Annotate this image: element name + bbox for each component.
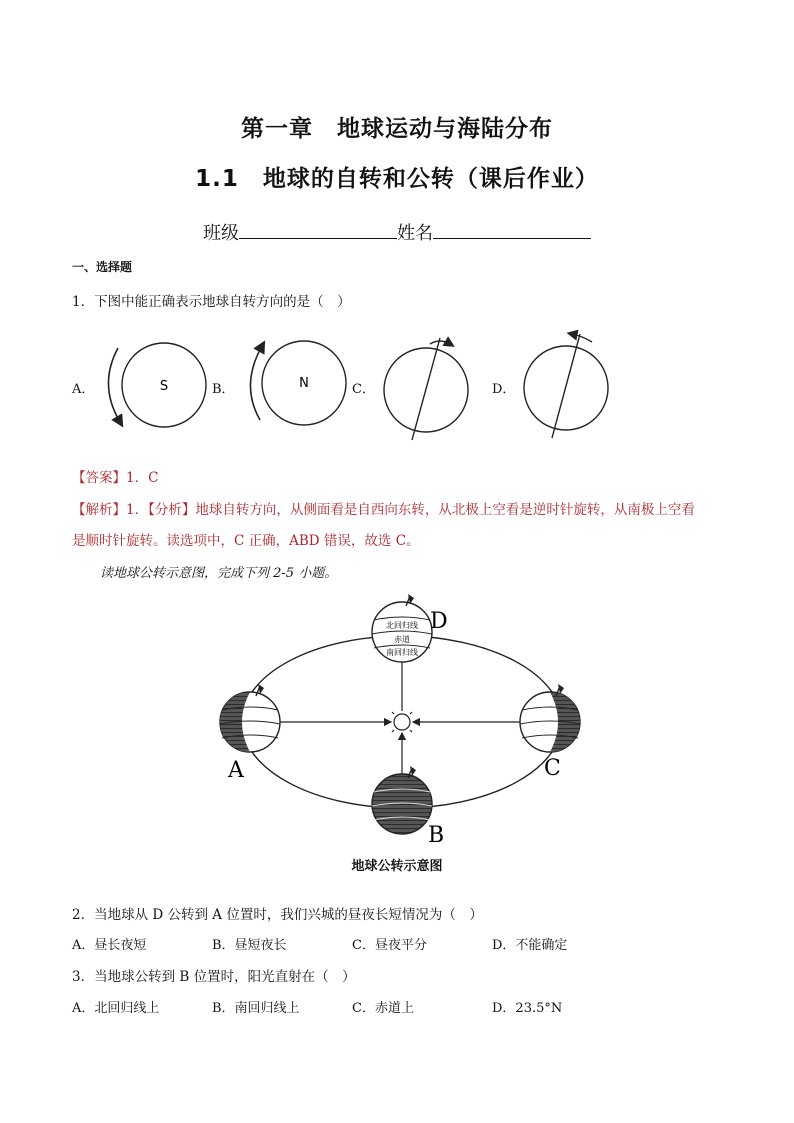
label-d: D [430,609,448,634]
intro-note: 读地球公转示意图，完成下列 2-5 小题。 [100,566,338,581]
analysis-tag: 【解析】 [72,502,126,518]
globe-b-label: N [299,376,309,391]
name-label: 姓名 [397,223,433,244]
q1-analysis-line2: 是顺时针旋转。读选项中，C 正确，ABD 错误，故选 C。 [72,533,420,549]
figure-caption: 地球公转示意图 [351,859,443,874]
q3-option-c: C．赤道上 [352,1001,414,1016]
q3-option-a: A．北回归线上 [72,1001,160,1016]
answer-tag: 【答案】 [72,470,126,486]
analysis-num: 1． [126,502,149,518]
globe-c-position [520,684,580,781]
name-blank[interactable] [433,218,591,239]
rotation-arrow-icon [572,334,592,342]
q3-option-b: B．南回归线上 [212,1001,300,1016]
q1-analysis-line1 [72,498,732,518]
label-c: C [544,756,561,781]
globe-d [524,334,608,438]
rotation-arrow-icon [430,341,450,344]
q2-option-a: A．昼长夜短 [72,938,147,953]
q2-option-b: B．昼短夜长 [212,938,287,953]
q2-option-c: C．昼夜平分 [352,938,427,953]
q1-option-b: B． [212,382,235,397]
q1-stem: 1．下图中能正确表示地球自转方向的是（ ） [72,294,351,310]
class-label: 班级 [203,223,239,244]
chapter-title: 第一章 地球运动与海陆分布 [241,116,553,142]
label-a: A [228,758,244,783]
revolution-diagram [210,592,600,847]
d-equator: 赤道 [394,635,410,644]
q1-option-c: C． [352,382,375,397]
q2-option-d: D．不能确定 [492,938,568,953]
globe-a-position [220,684,280,783]
q2-stem: 2．当地球从 D 公转到 A 位置时，我们兴城的昼夜长短情况为（ ） [72,907,483,923]
globe-b [250,341,346,425]
d-tropic-cancer: 北回归线 [386,621,418,630]
q1-option-a: A． [72,382,95,397]
globe-a [108,343,206,427]
rotation-arrow-icon [108,348,120,422]
d-tropic-capricorn: 南回归线 [386,648,418,657]
answer-text: 1．C [126,470,159,486]
q1-answer [72,466,158,486]
analysis-subtag: 【分析】 [148,502,196,518]
q3-option-d: D．23.5°N [492,1001,563,1016]
q1-option-d: D． [492,382,516,397]
sun-icon [388,708,416,736]
q3-stem: 3．当地球公转到 B 位置时，阳光直射在（ ） [72,969,356,985]
label-b: B [428,823,445,847]
q1-globes-figure [90,330,630,445]
globe-d-position [372,594,448,662]
class-name-line [0,218,794,245]
analysis-text-1: 地球自转方向，从侧面看是自西向东转，从北极上空看是逆时针旋转，从南极上空看 [195,502,695,518]
class-blank[interactable] [239,218,397,239]
globe-c [384,338,468,440]
globe-a-label: S [159,379,169,394]
section-heading: 一、选择题 [72,260,133,274]
rotation-arrow-icon [250,346,262,420]
lesson-title: 1.1 地球的自转和公转（课后作业） [195,166,599,192]
